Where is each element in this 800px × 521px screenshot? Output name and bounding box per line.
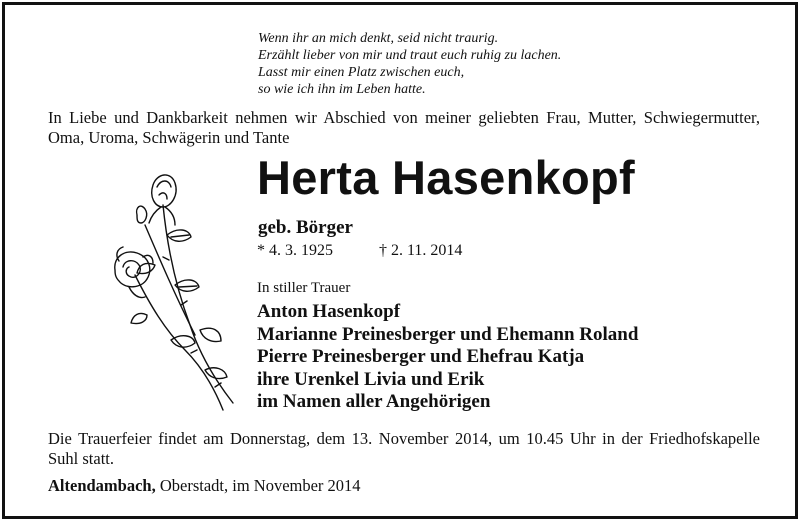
poem-line: Lasst mir einen Platz zwischen euch, <box>258 65 465 80</box>
mourning-label: In stiller Trauer <box>257 280 351 296</box>
mourner-line: im Namen aller Angehörigen <box>257 391 491 412</box>
ceremony-info: Die Trauerfeier findet am Donnerstag, dem 13. November 2014, um 10.45 Uhr in der Friedhofskapelle Suhl statt. <box>48 429 760 468</box>
death-date: † 2. 11. 2014 <box>379 242 463 259</box>
poem-line: so wie ich ihn im Leben hatte. <box>258 82 426 97</box>
mourner-line: Pierre Preinesberger und Ehefrau Katja <box>257 346 585 367</box>
life-dates <box>257 241 462 261</box>
poem-line: Wenn ihr an mich denkt, seid nicht traurig. <box>258 31 499 46</box>
place-town: Altendambach, <box>48 476 156 495</box>
birth-name: geb. Börger <box>258 217 353 238</box>
birth-date: * 4. 3. 1925 <box>257 242 333 259</box>
mourner-line: ihre Urenkel Livia und Erik <box>257 368 485 390</box>
rose-illustration <box>105 165 255 415</box>
memorial-poem <box>258 30 758 98</box>
place-and-date <box>48 476 361 496</box>
obituary-notice <box>2 2 798 519</box>
place-rest: Oberstadt, im November 2014 <box>155 476 361 495</box>
deceased-name: Herta Hasenkopf <box>257 151 635 204</box>
farewell-intro: In Liebe und Dankbarkeit nehmen wir Abschied von meiner geliebten Frau, Mutter, Schwiegermutter, Oma, Uroma, Schwägerin und Tante <box>48 108 760 147</box>
poem-line: Erzählt lieber von mir und traut euch ruhig zu lachen. <box>258 48 562 63</box>
mourner-line: Anton Hasenkopf <box>257 301 401 322</box>
mourners-list <box>257 301 638 414</box>
mourner-line: Marianne Preinesberger und Ehemann Roland <box>257 323 639 345</box>
